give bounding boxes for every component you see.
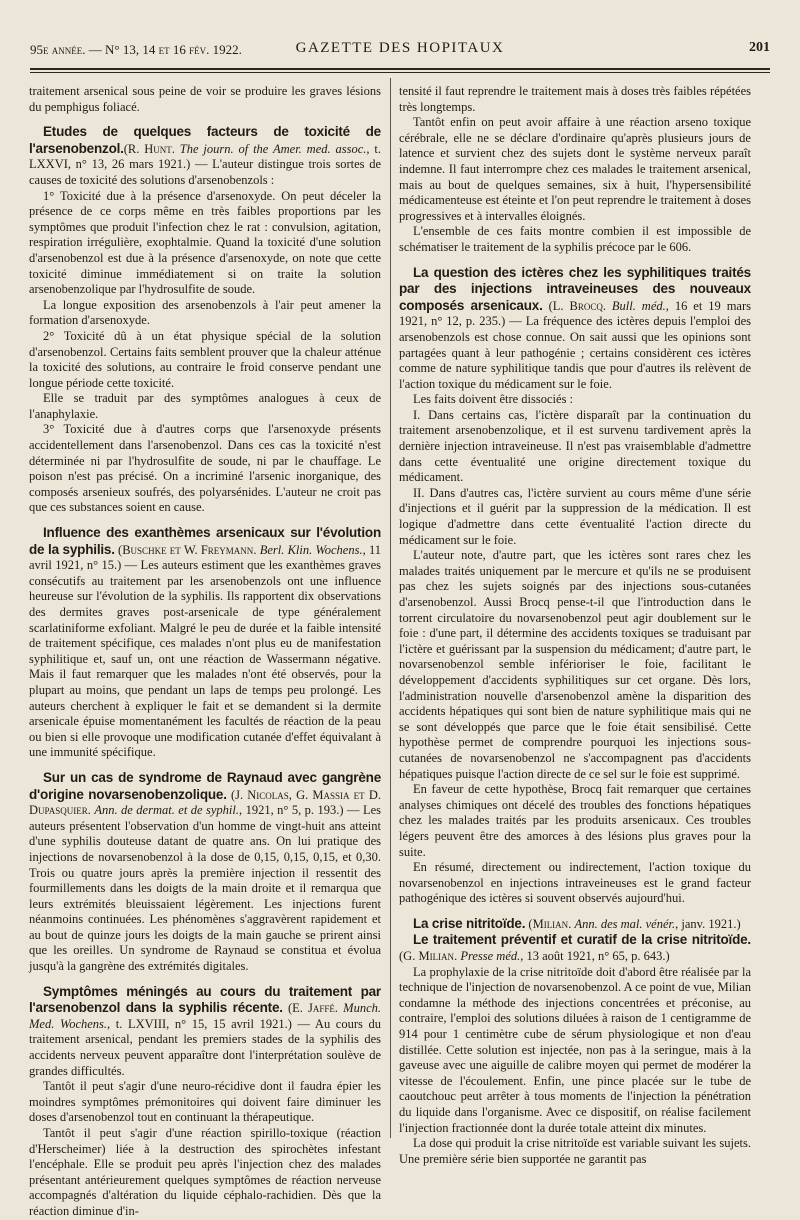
article-title: Le traitement préventif et curatif de la crise nitritoïde. <box>413 932 751 948</box>
paragraph: 1° Toxicité due à la présence d'arsenoxyde. On peut déceler la présence de ce corps même en très faibles proportions par les symptômes que produit l'infection chez le rat : convulsion, agitation, respiration irrégulière, exophtalmie. Quand la toxicité d'une solution d'arsenobenzol est due à la présence d'arsenoxyde, on note que cette toxicité diminue immédiatement si on traite la solution arsenobenzolique par l'hydrosulfite de soude. <box>29 188 381 297</box>
article-title: Sur un cas de syndrome de Raynaud avec gangrène d'origine novarsenobenzolique. <box>29 769 381 802</box>
article-lead <box>29 770 381 975</box>
article-journal: Bull. méd. <box>611 298 666 313</box>
paragraph: La prophylaxie de la crise nitritoïde doit d'abord être réalisée par la technique de l'injection de novarsenobenzol. A ce point de vue, Milian condamne la méthode des injections concentrées et préconise, au contraire, l'emploi des solutions diluées à raison de 1 centigramme de 914 pour 1 centimètre cube de sérum physiologique et non d'eau distillée. Cette solution est injectée, non pas à la seringue, mais à la gaveuse avec une aiguille de calibre moyen qui permet de modérer la vitesse de l'écoulement. Enfin, une pince placée sur le tube de caoutchouc peut arrêter à tous moments de l'injection la pénétration du liquide dans l'organisme. Avec ce dispositif, on réalise facilement l'injection fractionnée dont la durée totale atteint dix minutes. <box>399 964 751 1135</box>
column-separator <box>390 78 391 1138</box>
article-summary: , 13 août 1921, n° 65, p. 643.) <box>520 949 670 964</box>
left-column <box>29 84 381 1220</box>
article-journal: Presse méd. <box>460 949 521 964</box>
paragraph: Tantôt il peut s'agir d'une réaction spirillo-toxique (réaction d'Herscheimer) liée à la destruction des spirochètes infestant l'encéphale. Elle se produit peu après l'injection chez des malades présentant antérieurement quelques symptômes de réaction nerveuse accompagnés d'altération du liquide céphalo-rachidien. Dès que la réaction diminue d'in- <box>29 1126 381 1218</box>
article-author: Hunt <box>144 141 172 156</box>
article-raynaud <box>29 770 381 975</box>
ref-part: . <box>87 803 95 818</box>
ref-part: ( <box>226 787 236 802</box>
paragraph: En faveur de cette hypothèse, Brocq fait remarquer que certaines analyses chimiques ont décelé des troubles des fonctions hépatiques chez les malades traités par les produits arsenicaux. Ces troubles légers peuvent être des amorces à des lésions plus graves pour la suite. <box>399 782 751 859</box>
paragraph: L'auteur note, d'autre part, que les ictères sont rares chez les malades traités uniquement par le mercure et qu'ils ne se produisent pas chez les sujets soignés par des injections sous-cutanées d'arsenobenzol. Aussi Brocq pense-t-il que l'introduction dans le torrent circulatoire du novarsenobenzol peut agir doublement sur le foie : d'une part, il détermine des accidents toxiques se traduisant par l'ictère et guérissant par la suspension du médicament; d'autre part, le novarsenobenzol semble inférioriser le foie, facilitant le développement d'accidents syphilitiques sur cet organe. Dès lors, l'administration nouvelle d'arsenobenzol amène la disparition des accidents hépatiques qui sont bien de nature syphilitique mais qui ne se sont développés que parce que le foie était sensibilisé. Cette hypothèse permet de comprendre pourquoi les injections sous-cutanées de novarsenobenzol ne s'accompagnent pas d'accidents hépatiques puisque l'action directe de ce sel sur le foie est supprimé. <box>399 548 751 781</box>
article-journal: The journ. of the Amer. med. assoc. <box>179 141 367 156</box>
article-lead <box>399 932 751 964</box>
ref-part: ( <box>118 542 123 557</box>
paragraph: Les faits doivent être dissociés : <box>413 392 574 407</box>
ref-part: . <box>171 141 180 156</box>
paragraph: La dose qui produit la crise nitritoïde est variable suivant les sujets. Une première série bien supportée ne garantit pas <box>399 1136 751 1166</box>
article-summary: , 16 et 19 mars 1921, n° 12, p. 235.) — La fréquence des ictères depuis l'emploi des arsenobenzols est chose connue. On sait aussi que les opinions sont partagées quant à leur pathogénie ; certains considèrent ces ictères comme de nature syphilitique tandis que pour d'autres ils relèvent de l'action toxique du médicament sur le foie. <box>399 298 751 391</box>
header-rule <box>30 68 770 70</box>
article-summary: , t. LXXVI, n° 13, 26 mars 1921.) — L'auteur distingue trois sortes de causes de toxicité des solutions d'arsenobenzols : <box>29 141 382 187</box>
right-column <box>399 84 751 1167</box>
article-author: E. Jaffé <box>292 1001 335 1016</box>
article-toxicity <box>29 124 381 516</box>
continued-paragraph: tensité il faut reprendre le traitement mais à doses très faibles répétées très longtemps. <box>399 84 751 114</box>
ref-part: ( <box>282 1001 293 1016</box>
article-lead <box>399 916 751 933</box>
article-journal: Munch. Med. Wochens. <box>29 1001 381 1031</box>
header-rule-thin <box>30 72 770 73</box>
article-lead <box>29 984 381 1080</box>
article-lead <box>29 525 381 761</box>
ref-part: ( <box>525 916 533 931</box>
paragraph: Elle se traduit par des symptômes analogues à ceux de l'anaphylaxie. <box>29 391 381 421</box>
ref-part: . <box>568 916 575 931</box>
ref-part: . <box>253 542 260 557</box>
article-journal: Berl. Klin. Wochens. <box>259 542 363 557</box>
paragraph: 3° Toxicité due à d'autres corps que l'arsenoxyde présents accidentellement dans l'arsenobenzol. Dans ces cas la toxicité n'est déterminée ni par l'hydrosulfite de soude, ni par le chauffage. Le poison n'est pas précisé. On a incriminé l'arsenic inorganique, des composés arsenieux soufrés, des polyarsénides. L'auteur ne croit pas que ces substances soient en cause. <box>29 422 381 515</box>
article-meninges <box>29 984 381 1220</box>
issue-line: 95e année. — N° 13, 14 et 16 fév. 1922. <box>30 42 242 57</box>
paragraph: II. Dans d'autres cas, l'ictère survient au cours même d'une série d'injections et il guérit par la suppression de la médication. Il est logique d'admettre dans cette éventualité l'action directe du médicament sur le foie. <box>399 485 751 547</box>
intro-paragraph: traitement arsenical sous peine de voir se produire les graves lésions du pemphigus foliacé. <box>29 84 381 114</box>
article-lead <box>399 265 751 393</box>
article-exanthemes <box>29 525 381 761</box>
ref-part: . <box>454 949 461 964</box>
article-summary: , janv. 1921.) <box>675 916 741 931</box>
paragraph: L'ensemble de ces faits montre combien il est impossible de schématiser le traitement de la syphilis précoce par le 606. <box>399 224 751 254</box>
article-title: Influence des exanthèmes arsenicaux sur l'évolution de la syphilis. <box>29 525 381 557</box>
paragraph: La longue exposition des arsenobenzols à l'air peut amener la formation d'arsenoxyde. <box>29 297 381 328</box>
paragraph: Tantôt il peut s'agir d'une neuro-récidive dont il faudra épier les moindres symptômes prémonitoires qui doivent faire diminuer les doses d'arsenobenzol tout en continuant la thérapeutique. <box>29 1079 381 1125</box>
article-author: Milian <box>418 949 455 964</box>
page-number: 201 <box>749 40 770 55</box>
paragraph: 2° Toxicité dû à un état physique spécial de la solution d'arsenobenzol. Certains faits semblent prouver que la chaleur atténue la toxicité des solutions, au contraire le froid conserve pendant une longue période cette toxicité. <box>29 328 381 390</box>
article-title: La crise nitritoïde. <box>413 915 526 931</box>
paragraph: I. Dans certains cas, l'ictère disparaît par la continuation du traitement arsenobenzolique, et il est survenu tardivement après la dernière injection intraveineuse. Il n'est pas vraisemblable d'admettre dans cette éventualité une origine directement toxique du médicament. <box>399 407 751 485</box>
article-title: Etudes de quelques facteurs de toxicité de l'arsenobenzol. <box>29 124 381 156</box>
article-author: Brocq <box>569 298 603 313</box>
ref-part: (R. <box>123 141 145 156</box>
article-author: Buschke et W. Freymann <box>122 542 254 557</box>
page-header <box>30 38 770 62</box>
article-summary: , t. LXVIII, n° 15, 15 avril 1921.) — Au cours du traitement arsenical, pendant les premiers stades de la syphilis des accidents nerveux peuvent apparaître dont l'interprétation soulève de grandes difficultés. <box>29 1016 381 1078</box>
article-title: Symptômes méningés au cours du traitement par l'arsenobenzol dans la syphilis récente. <box>29 983 381 1016</box>
ref-part: . <box>334 1001 344 1016</box>
ref-part: (L. <box>542 298 570 313</box>
ref-part: . <box>602 298 612 313</box>
ref-part: (G. <box>399 949 419 964</box>
article-icteres <box>399 265 751 907</box>
article-title: La question des ictères chez les syphilitiques traités par des injections intraveineuses des nouveaux composés arsenicaux. <box>399 264 751 313</box>
article-author: J. Nicolas, G. Massia et D. Dupasquier <box>29 787 381 818</box>
paragraph: En résumé, directement ou indirectement, l'action toxique du novarsenobenzol en injections intraveineuses est le grand facteur pathogénique des ictères si souvent observés aujourd'hui. <box>399 860 751 906</box>
article-crise-nitritoide <box>399 916 751 1168</box>
article-summary: , 11 avril 1921, n° 15.) — Les auteurs estiment que les exanthèmes graves consécutifs au traitement par les arsenobenzols ont une influence heureuse sur l'évolution de la syphilis. Ils rapportent dix observations des dermites graves post-arsenicale de type généralement scarlatiniforme exfoliant. Malgré le peu de durée et la faible intensité de traitement spécifique, ces malades n'ont plus eu de manifestation syphilitique et, sauf un, ont une réaction de Wassermann négative. Mais il faut remarquer que les malades n'ont été observés, pour la plupart au moins, que pendant un laps de temps peu prolongé. Les auteurs cherchent à expliquer le fait et se demandent si la dermite arsenicale épuise momentanément les facultés de réaction de la peau ou bien si elle provoque une modification cutanée d'effet équivalant à une immunité spécifique. <box>29 542 382 760</box>
article-journal: Ann. des mal. vénér. <box>574 916 676 931</box>
article-journal: Ann. de dermat. et de syphil. <box>94 803 239 818</box>
paragraph: Tantôt enfin on peut avoir affaire à une réaction arseno toxique cérébrale, elle ne se déclare d'ordinaire qu'après plusieurs jours de latence et survient chez des sujets dont le système nerveux paraît indemne. Il faut interrompre chez ces malades le traitement arsenical, mais au bout de quelques semaines, six à huit, l'hypersensibilité médicamenteuse est éteinte et l'on peut reprendre le traitement à doses progressives et à intervalles éloignés. <box>399 115 751 223</box>
article-summary: , 1921, n° 5, p. 193.) — Les auteurs présentent l'observation d'un homme de vingt-huit ans atteint d'une syphilis douteuse datant de quatre ans. On lui pratique des injections de novarsenobenzol à la dose de 0,15, 0,15, 0,15, et 0,30. Trois ou quatre jours après la première injection il ressentit des fourmillements dans les doigts de la main droite et il remarqua que leurs extrémités bleuissaient légèrement. Les injections furent néanmoins continuées. Les phénomènes s'aggravèrent rapidement et au bout de quinze jours les doigts de la main gauche se prirent ainsi que les oreilles. Un syndrome de Raynaud se constitua et évolua jusqu'à la gangrène des extrémités digitales. <box>29 803 381 974</box>
article-lead <box>29 124 381 188</box>
journal-title: GAZETTE DES HOPITAUX <box>295 40 505 56</box>
article-author: Milian <box>532 916 569 931</box>
